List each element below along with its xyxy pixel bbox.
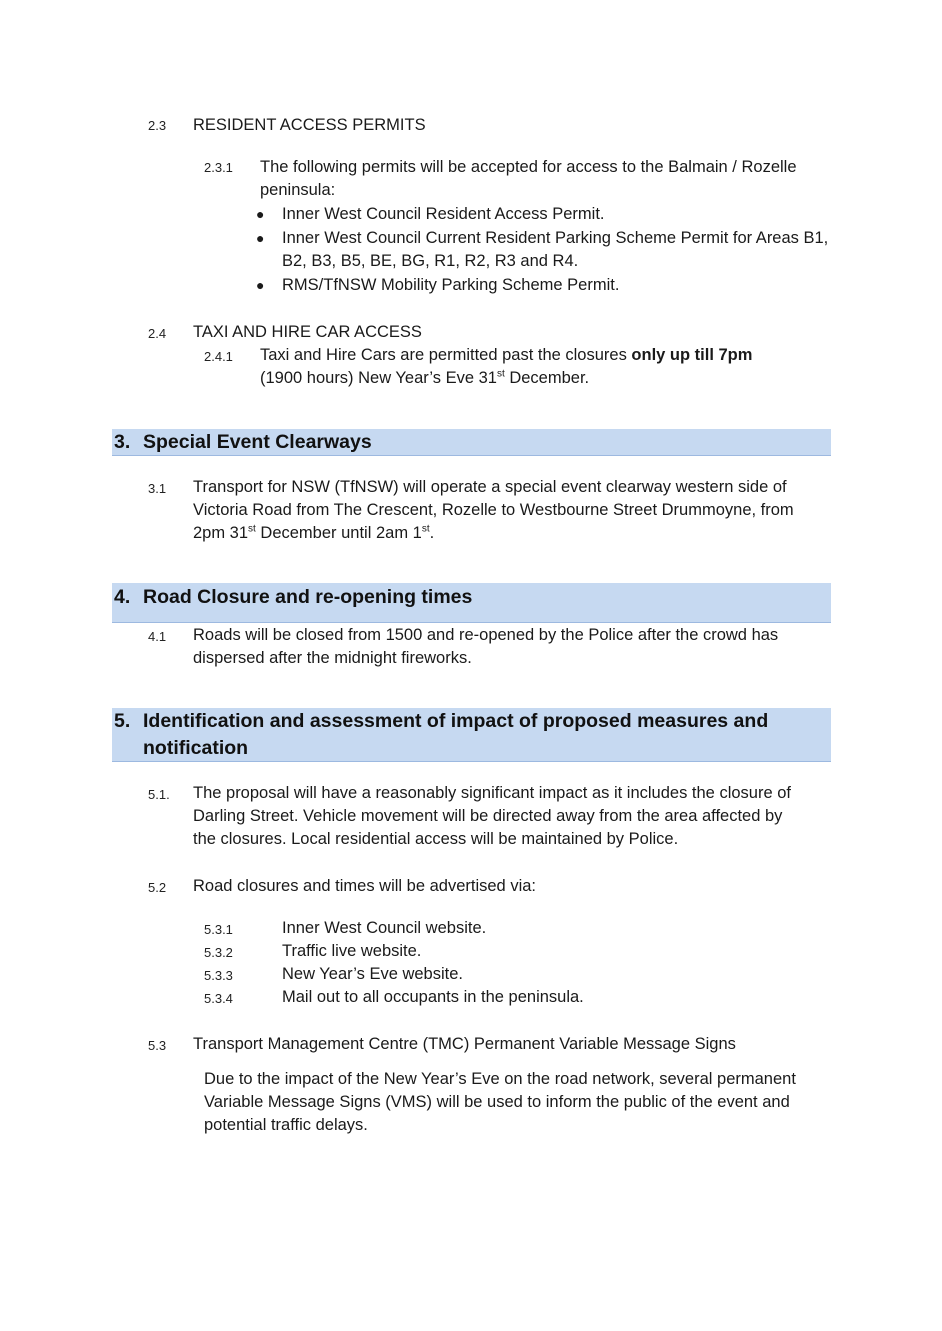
list-item: Mail out to all occupants in the peninsula.	[282, 988, 584, 1006]
paragraph-line: dispersed after the midnight fireworks.	[193, 649, 472, 667]
paragraph: Road closures and times will be advertised via:	[193, 877, 536, 895]
paragraph-line: Transport for NSW (TfNSW) will operate a special event clearway western side of	[193, 478, 787, 496]
section-number: 5.2	[148, 880, 167, 895]
section-heading: 3. Special Event Clearways	[114, 431, 372, 453]
paragraph-line: (1900 hours) New Year’s Eve 31st December.	[260, 368, 590, 387]
paragraph-line: 2pm 31st December until 2am 1st.	[193, 523, 435, 542]
paragraph-line: Victoria Road from The Crescent, Rozelle to Westbourne Street Drummoyne, from	[193, 501, 794, 519]
bullet-icon: ●	[256, 230, 265, 246]
section-heading-continued: notification	[143, 737, 249, 759]
list-item-number: 5.3.4	[204, 991, 233, 1006]
paragraph-line: Roads will be closed from 1500 and re-opened by the Police after the crowd has	[193, 626, 779, 644]
section-number: 5.1.	[148, 787, 170, 802]
emphasis: only up till 7pm	[631, 346, 753, 364]
section-number: 2.4	[148, 326, 167, 341]
paragraph-line: Darling Street. Vehicle movement will be directed away from the area affected by	[193, 807, 783, 825]
section-title: RESIDENT ACCESS PERMITS	[193, 116, 426, 134]
paragraph-line: potential traffic delays.	[204, 1116, 368, 1134]
section-heading: 4. Road Closure and re-opening times	[114, 586, 473, 608]
section-title: Transport Management Centre (TMC) Permanent Variable Message Signs	[193, 1035, 736, 1053]
bullet-icon: ●	[256, 277, 265, 293]
section-number: 4.1	[148, 629, 167, 644]
list-item-number: 5.3.2	[204, 945, 233, 960]
section-number: 2.3.1	[204, 160, 233, 175]
paragraph: The following permits will be accepted for access to the Balmain / Rozelle peninsula:	[260, 158, 797, 199]
bullet-icon: ●	[256, 206, 265, 222]
list-item-number: 5.3.3	[204, 968, 233, 983]
section-heading-bar	[112, 708, 831, 762]
list-item: RMS/TfNSW Mobility Parking Scheme Permit.	[282, 276, 620, 294]
paragraph-line: Variable Message Signs (VMS) will be used to inform the public of the event and	[204, 1093, 790, 1111]
section-heading-bar	[112, 583, 831, 623]
paragraph-line: The proposal will have a reasonably significant impact as it includes the closure of	[193, 784, 791, 802]
list-item: Inner West Council Current Resident Parking Scheme Permit for Areas B1, B2, B3, B5, BE, BG, R1, R2, R3 and R4.	[282, 229, 829, 270]
section-number: 2.4.1	[204, 349, 233, 364]
paragraph-line: the closures. Local residential access will be maintained by Police.	[193, 830, 679, 848]
list-item: Inner West Council website.	[282, 919, 487, 937]
list-item: Traffic live website.	[282, 942, 422, 960]
paragraph-line: Taxi and Hire Cars are permitted past the closures only up till 7pm	[260, 346, 753, 364]
section-heading-bar	[112, 429, 831, 456]
section-title: TAXI AND HIRE CAR ACCESS	[193, 323, 422, 341]
section-number: 5.3	[148, 1038, 167, 1053]
list-item: Inner West Council Resident Access Permit.	[282, 205, 605, 223]
paragraph-line: Due to the impact of the New Year’s Eve on the road network, several permanent	[204, 1070, 796, 1088]
list-item-number: 5.3.1	[204, 922, 233, 937]
section-number: 2.3	[148, 118, 167, 133]
section-number: 3.1	[148, 481, 167, 496]
list-item: New Year’s Eve website.	[282, 965, 463, 983]
section-heading: 5. Identification and assessment of impact of proposed measures and	[114, 710, 769, 732]
